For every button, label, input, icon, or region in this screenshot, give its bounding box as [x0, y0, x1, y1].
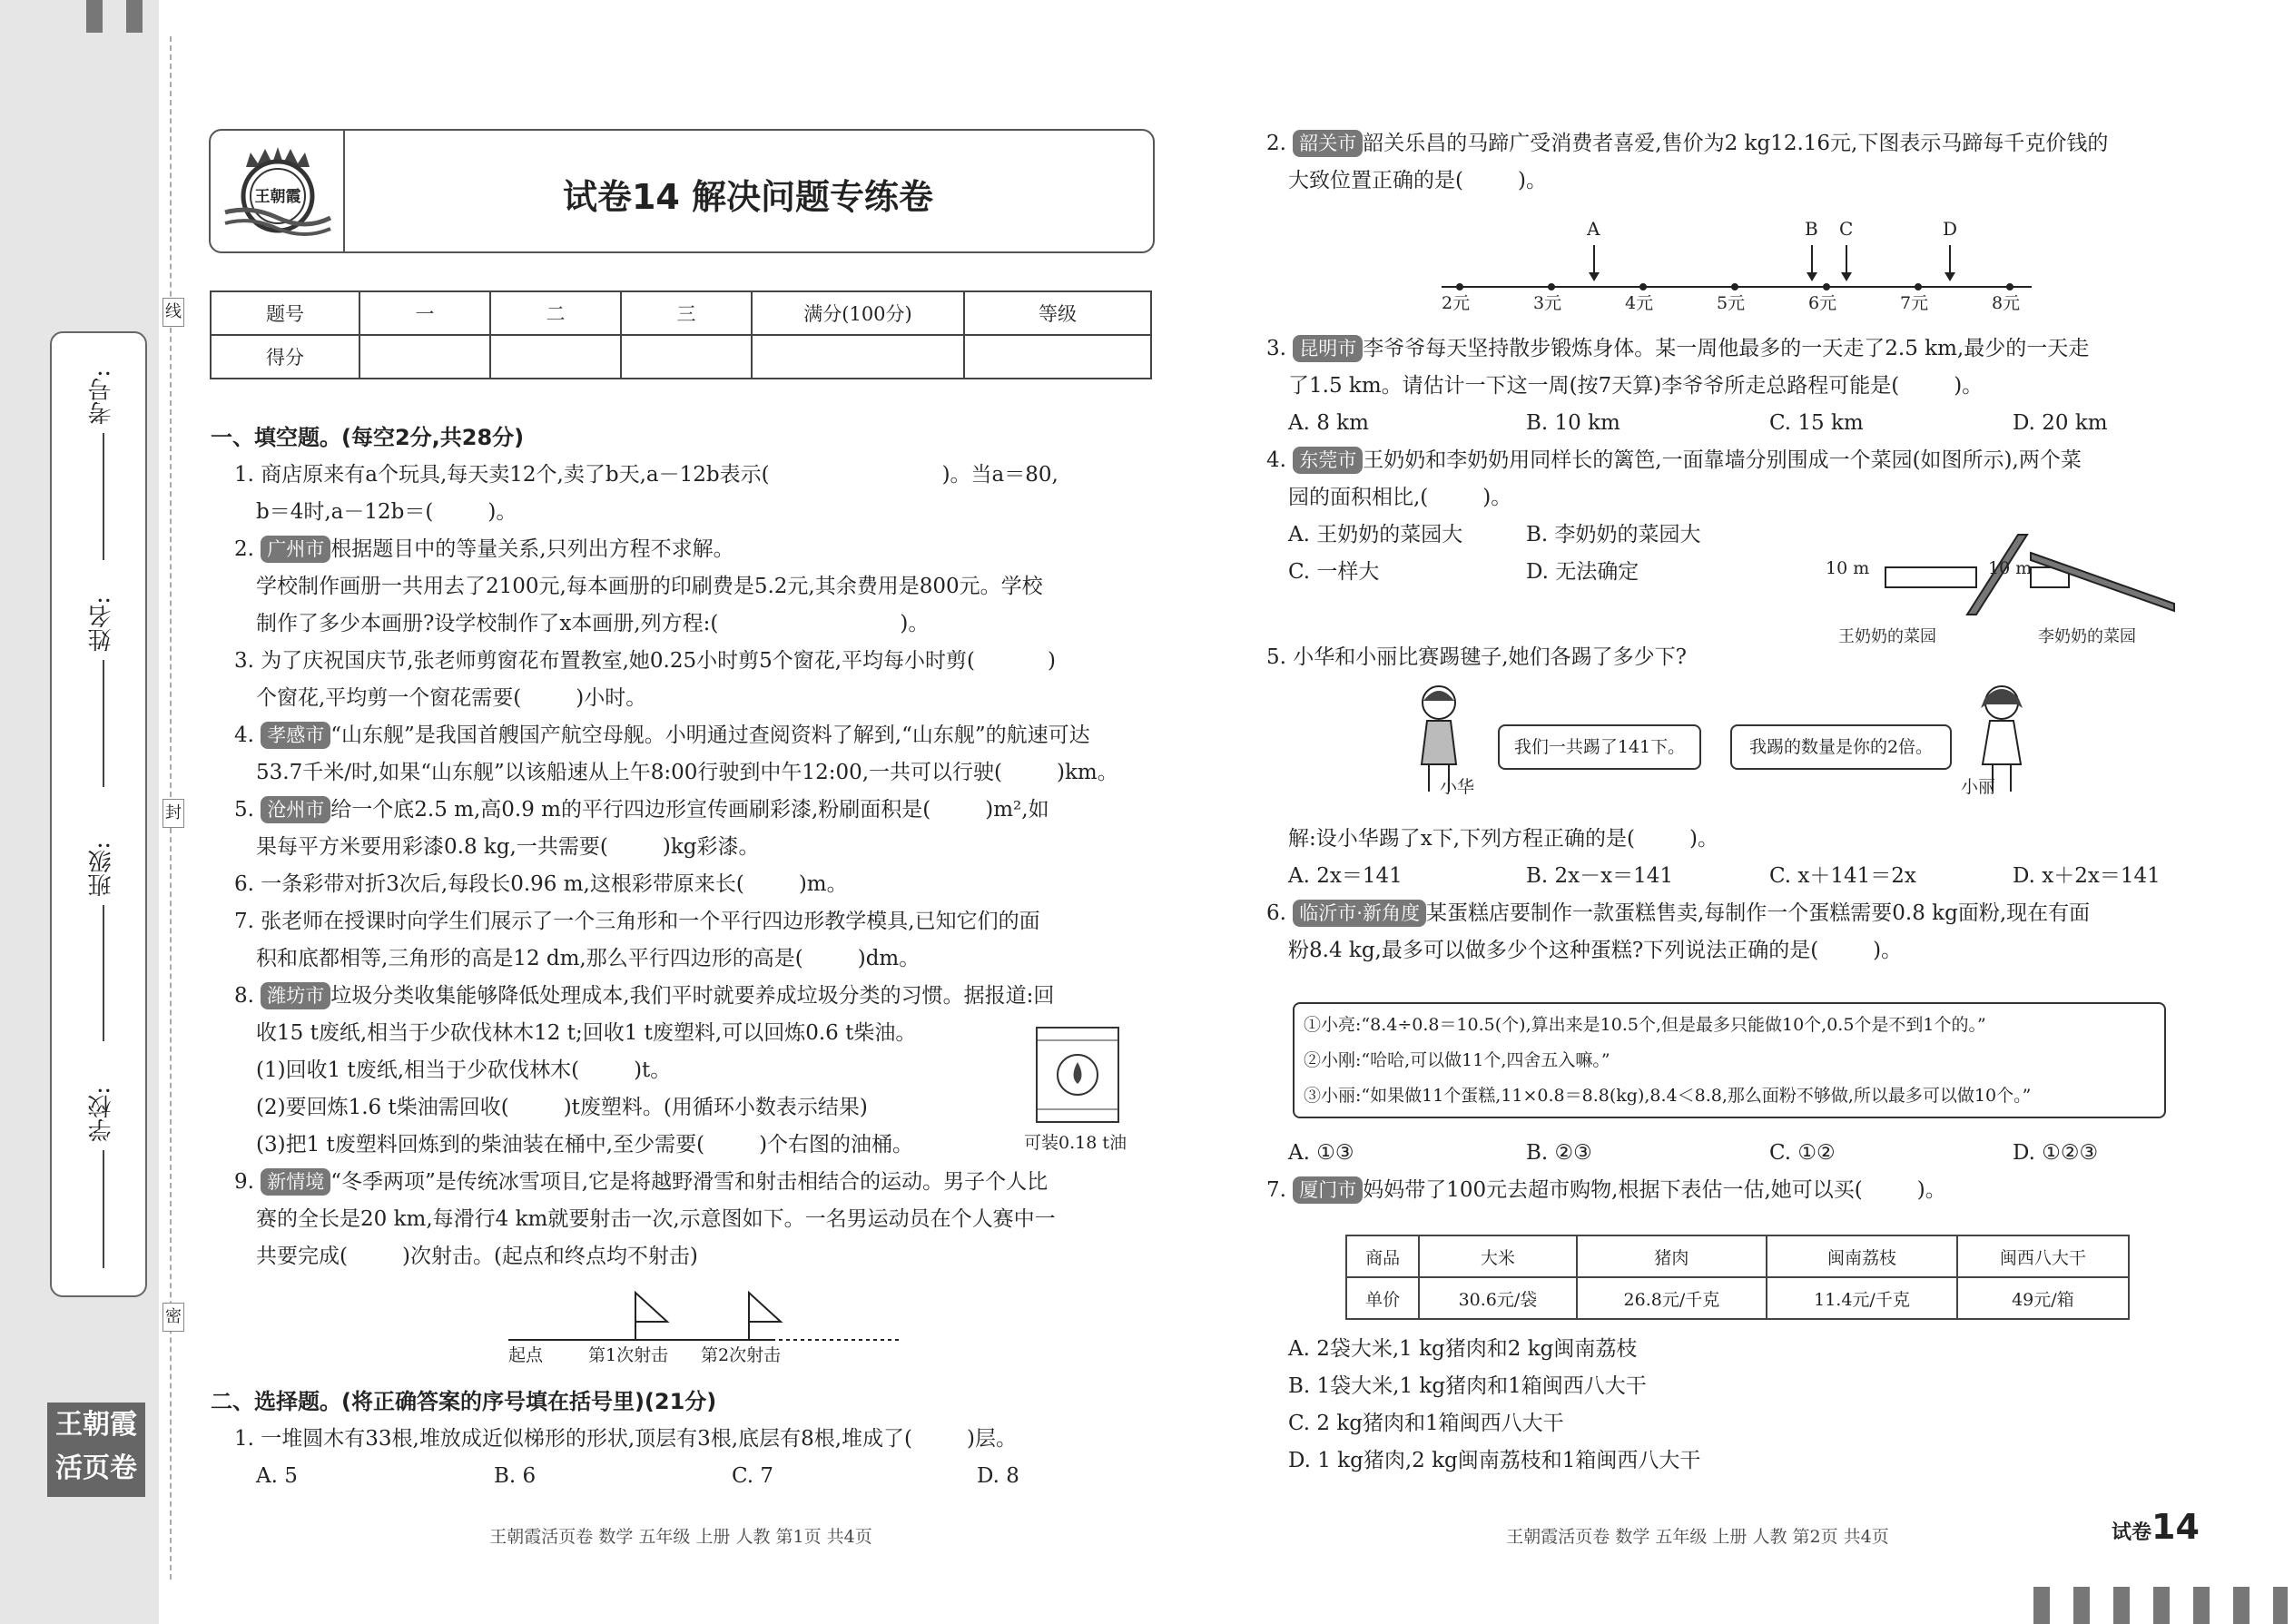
score-cell[interactable]	[490, 335, 621, 379]
tick-label: 4元	[1625, 293, 1654, 313]
text: 垃圾分类收集能够降低处理成本,我们平时就要养成垃圾分类的习惯。据报道:回	[330, 984, 1055, 1008]
logo-text: 王朝霞	[254, 188, 301, 206]
choice-5: 5. 小华和小丽比赛踢毽子,她们各踢了多少下?	[1266, 645, 1687, 669]
text: (2)要回炼1.6 t柴油需回收(	[256, 1096, 509, 1119]
text: 积和底都相等,三角形的高是12 dm,那么平行四边形的高是(	[256, 947, 803, 970]
bubble-2-text: 我踢的数量是你的2倍。	[1748, 737, 1934, 757]
tick-label: 5元	[1717, 293, 1746, 313]
question-9: 9. 新情境 “冬季两项”是传统冰雪项目,它是将越野滑雪和射击相结合的运动。男子个人比	[234, 1170, 1049, 1194]
choice-6: 6. 临沂市·新角度 某蛋糕店要制作一款蛋糕售卖,每制作一个蛋糕需要0.8 kg面粉,现在有面	[1266, 901, 2091, 925]
option[interactable]: D. 8	[977, 1464, 1019, 1488]
text: 粉8.4 kg,最多可以做多少个这种蛋糕?下列说法正确的是(	[1288, 939, 1819, 962]
binding-mark-mi: 密	[162, 1303, 184, 1332]
line-class	[103, 905, 104, 1041]
tick-label: 3元	[1533, 293, 1562, 313]
ski-shot-2: 第2次射击	[701, 1345, 782, 1365]
text: )t。	[634, 1058, 672, 1082]
text: (3)把1 t废塑料回炼到的柴油装在桶中,至少需要(	[256, 1133, 705, 1156]
badge-prefix: 试卷	[2112, 1521, 2152, 1544]
oil-barrel	[1035, 1026, 1121, 1126]
choice-1-options	[211, 1458, 1155, 1495]
left-section-2	[211, 1383, 1155, 1495]
question-9-cont	[211, 1238, 1155, 1275]
text: )dm。	[857, 947, 921, 970]
score-head: 满分(100分)	[752, 291, 964, 335]
text: )。	[1873, 939, 1903, 962]
bubble-2	[1730, 724, 1952, 770]
price-head: 闽西八大干	[1957, 1235, 2129, 1277]
choice-2: 2. 韶关市 韶关乐昌的马蹄广受消费者喜爱,售价为2 kg12.16元,下图表示马蹄每千克价钱的	[1266, 132, 2109, 155]
option[interactable]: A. 2x＝141	[1288, 864, 1403, 888]
price-table	[1345, 1235, 2130, 1320]
choice-3-options	[1266, 405, 2192, 442]
text: )个右图的油桶。	[759, 1133, 914, 1156]
score-cell[interactable]	[359, 335, 490, 379]
text: 1. 商店原来有a个玩具,每天卖12个,卖了b天,a－12b表示(	[234, 463, 770, 487]
text: 韶关乐昌的马蹄广受消费者喜爱,售价为2 kg12.16元,下图表示马蹄每千克价钱的	[1363, 132, 2109, 155]
line-school	[103, 1150, 104, 1268]
option[interactable]: C. 一样大	[1288, 560, 1380, 584]
choice-6-options	[1266, 1135, 2192, 1172]
top-bars	[86, 0, 150, 33]
price-head: 猪肉	[1577, 1235, 1767, 1277]
label-class: 班级:	[88, 842, 115, 897]
question-8-cont: 收15 t废纸,相当于少砍伐林木12 t;回收1 t废塑料,可以回炼0.6 t柴油。	[256, 1021, 917, 1045]
score-cell[interactable]	[752, 335, 964, 379]
brand-logo-side	[47, 1403, 145, 1497]
text: 给一个底2.5 m,高0.9 m的平行四边形宣传画刷彩漆,粉刷面积是(	[330, 798, 931, 822]
bubble-1-text: 我们一共踢了141下。	[1513, 737, 1686, 757]
text: 6. 一条彩带对折3次后,每段长0.96 m,这根彩带原来长(	[234, 872, 744, 896]
section-1-heading: 一、填空题。(每空2分,共28分)	[211, 425, 525, 450]
option[interactable]: D. 1 kg猪肉,2 kg闽南荔枝和1箱闽西八大干	[1288, 1449, 1701, 1472]
choice-2-cont	[1266, 162, 2192, 200]
text: )。	[1689, 827, 1718, 851]
option[interactable]: B. 李奶奶的菜园大	[1526, 523, 1701, 546]
price-cell: 26.8元/千克	[1577, 1277, 1767, 1319]
text: 共要完成(	[256, 1245, 348, 1268]
question-2-cont	[211, 605, 1155, 643]
statement-box	[1293, 1002, 2166, 1118]
footer-left: 王朝霞活页卷 数学 五年级 上册 人教 第1页 共4页	[489, 1527, 872, 1547]
binding-mark-xian: 线	[162, 298, 184, 327]
option[interactable]: B. ②③	[1526, 1141, 1592, 1165]
option[interactable]: A. 8 km	[1288, 411, 1369, 435]
option[interactable]: A. 王奶奶的菜园大	[1288, 523, 1463, 546]
li-dim: 10 m	[1988, 558, 2033, 578]
price-head: 商品	[1346, 1235, 1419, 1277]
choice-5-cont	[1266, 821, 2192, 858]
score-label: 得分	[211, 335, 359, 379]
tick-label: 6元	[1808, 293, 1837, 313]
text: 解:设小华踢了x下,下列方程正确的是(	[1288, 827, 1636, 851]
option[interactable]: B. 2x－x＝141	[1526, 864, 1673, 888]
choice-3: 3. 昆明市 李爷爷每天坚持散步锻炼身体。某一周他最多的一天走了2.5 km,最少的一天走	[1266, 337, 2090, 360]
option[interactable]: C. 2 kg猪肉和1箱闽西八大干	[1288, 1412, 1564, 1435]
text: )次射击。(起点和终点均不射击)	[401, 1245, 698, 1268]
oil-barrel-caption: 可装0.18 t油	[1024, 1133, 1127, 1153]
option[interactable]: C. 15 km	[1769, 411, 1864, 435]
option[interactable]: B. 10 km	[1526, 411, 1620, 435]
question-1	[211, 457, 1155, 494]
price-head: 闽南荔枝	[1767, 1235, 1957, 1277]
choice-1	[211, 1421, 1155, 1458]
option[interactable]: C. 7	[732, 1464, 774, 1488]
question-3-cont	[211, 680, 1155, 717]
mark-b: B	[1805, 218, 1818, 240]
text: 制作了多少本画册?设学校制作了x本画册,列方程:(	[256, 612, 719, 635]
price-cell: 30.6元/袋	[1419, 1277, 1576, 1319]
region-tag: 韶关市	[1293, 130, 1363, 157]
region-tag: 东莞市	[1293, 447, 1363, 474]
option[interactable]: C. ①②	[1769, 1141, 1836, 1165]
page-title: 试卷14 解决问题专练卷	[562, 177, 934, 217]
section-2-heading: 二、选择题。(将正确答案的序号填在括号里)(21分)	[211, 1389, 717, 1414]
question-7: 7. 张老师在授课时向学生们展示了一个三角形和一个平行四边形教学模具,已知它们的面	[234, 910, 1040, 933]
line-exam-no	[103, 433, 104, 560]
tick-label: 2元	[1442, 293, 1471, 313]
score-head: 一	[359, 291, 490, 335]
price-head: 大米	[1419, 1235, 1576, 1277]
option[interactable]: A. 2袋大米,1 kg猪肉和2 kg闽南荔枝	[1288, 1337, 1638, 1361]
text: “冬季两项”是传统冰雪项目,它是将越野滑雪和射击相结合的运动。男子个人比	[330, 1170, 1049, 1194]
choice-4: 4. 东莞市 王奶奶和李奶奶用同样长的篱笆,一面靠墙分别围成一个菜园(如图所示),两个菜	[1266, 448, 2082, 472]
text: 果每平方米要用彩漆0.8 kg,一共需要(	[256, 835, 608, 859]
price-label: 单价	[1346, 1277, 1419, 1319]
question-8-part-1	[211, 1052, 1155, 1089]
text: (1)回收1 t废纸,相当于少砍伐林木(	[256, 1058, 580, 1082]
price-cell: 11.4元/千克	[1767, 1277, 1957, 1319]
li-caption: 李奶奶的菜园	[2038, 627, 2136, 646]
question-4-cont	[211, 754, 1155, 792]
garden-figures	[1820, 531, 2183, 658]
choice-3-cont	[1266, 368, 2192, 405]
page-badge	[2112, 1507, 2200, 1547]
score-head: 题号	[211, 291, 359, 335]
choice-5-options	[1266, 858, 2192, 895]
option[interactable]: C. x＋141＝2x	[1769, 864, 1916, 888]
text: )t废塑料。(用循环小数表示结果)	[563, 1096, 868, 1119]
right-q5-q6	[1266, 821, 2192, 969]
brand-line-1: 王朝霞	[55, 1409, 137, 1441]
text: 根据题目中的等量关系,只列出方程不求解。	[330, 537, 734, 561]
region-tag: 广州市	[261, 536, 330, 563]
choice-4-cont	[1266, 479, 2192, 517]
bubble-1	[1498, 724, 1701, 770]
footer-right: 王朝霞活页卷 数学 五年级 上册 人教 第2页 共4页	[1506, 1527, 1889, 1547]
text: 园的面积相比,(	[1288, 486, 1429, 509]
region-tag: 孝感市	[261, 722, 330, 749]
bottom-bars	[2033, 1587, 2288, 1624]
mark-a: A	[1587, 218, 1600, 240]
label-exam-no: 考号:	[88, 369, 115, 425]
oil-barrel-icon	[1035, 1026, 1121, 1126]
binding-mark-feng: 封	[162, 799, 184, 828]
question-2-cont: 学校制作画册一共用去了2100元,每本画册的印刷费是5.2元,其余费用是800元。学校	[256, 575, 1043, 598]
option[interactable]: A. 5	[256, 1464, 298, 1488]
question-4: 4. 孝感市 “山东舰”是我国首艘国产航空母舰。小明通过查阅资料了解到,“山东舰”的航速可达	[234, 723, 1090, 747]
question-5-cont	[211, 829, 1155, 866]
label-name: 姓名:	[88, 596, 115, 652]
tick-label: 8元	[1992, 293, 2021, 313]
left-column	[211, 419, 1155, 1275]
question-1-cont	[211, 494, 1155, 531]
question-8-part-2	[211, 1089, 1155, 1127]
text: 个窗花,平均剪一个窗花需要(	[256, 686, 522, 710]
option[interactable]: B. 1袋大米,1 kg猪肉和1箱闽西八大干	[1288, 1374, 1647, 1398]
title-box	[209, 129, 1155, 253]
question-8: 8. 潍坊市 垃圾分类收集能够降低处理成本,我们平时就要养成垃圾分类的习惯。据报道:回	[234, 984, 1055, 1008]
line-name	[103, 660, 104, 787]
price-cell: 49元/箱	[1957, 1277, 2129, 1319]
region-tag: 临沂市·新角度	[1293, 900, 1426, 927]
text: )kg彩漆。	[662, 835, 760, 859]
text: )。	[1482, 486, 1512, 509]
text: )。	[1954, 374, 1984, 398]
number-line	[1442, 218, 2041, 318]
question-5: 5. 沧州市 给一个底2.5 m,高0.9 m的平行四边形宣传画刷彩漆,粉刷面积是( )m²,如	[234, 798, 1049, 822]
region-tag: 沧州市	[261, 796, 330, 823]
text: 3. 为了庆祝国庆节,张老师剪窗花布置教室,她0.25小时剪5个窗花,平均每小时剪(	[234, 649, 976, 673]
score-cell[interactable]	[964, 335, 1151, 379]
statement-1: ①小亮:“8.4÷0.8＝10.5(个),算出来是10.5个,但是最多只能做10个,0.5个是不到1个的。”	[1304, 1015, 1986, 1035]
wang-caption: 王奶奶的菜园	[1838, 627, 1936, 646]
text: 了1.5 km。请估计一下这一周(按7天算)李爷爷所走总路程可能是(	[1288, 374, 1900, 398]
wang-dim: 10 m	[1826, 558, 1870, 578]
text: )层。	[967, 1427, 1017, 1451]
option[interactable]: D. x＋2x＝141	[2013, 864, 2161, 888]
kick-scene	[1389, 681, 2079, 808]
ski-track	[508, 1289, 908, 1343]
question-6	[211, 866, 1155, 903]
brand-line-2: 活页卷	[55, 1452, 137, 1484]
text: )m²,如	[985, 798, 1049, 822]
text: )m。	[798, 872, 848, 896]
text: “山东舰”是我国首艘国产航空母舰。小明通过查阅资料了解到,“山东舰”的航速可达	[330, 723, 1090, 747]
student-info-box	[50, 331, 147, 1297]
score-table	[210, 290, 1152, 379]
choice-6-cont	[1266, 932, 2192, 969]
name-xiaohua: 小华	[1440, 777, 1475, 797]
text: )km。	[1057, 761, 1118, 784]
mark-d: D	[1943, 218, 1958, 240]
question-8-part-3	[211, 1127, 1155, 1164]
text: 王奶奶和李奶奶用同样长的篱笆,一面靠墙分别围成一个菜园(如图所示),两个菜	[1363, 448, 2082, 472]
region-tag: 潍坊市	[261, 982, 330, 1009]
choice-7-options	[1288, 1331, 2196, 1480]
text: )。	[900, 612, 930, 635]
text: )。	[487, 500, 517, 524]
text: 李爷爷每天坚持散步锻炼身体。某一周他最多的一天走了2.5 km,最少的一天走	[1363, 337, 2090, 360]
text: )。当a＝80,	[941, 463, 1058, 487]
option[interactable]: A. ①③	[1288, 1141, 1354, 1165]
option[interactable]: D. 无法确定	[1526, 560, 1639, 584]
option[interactable]: B. 6	[494, 1464, 537, 1488]
text: 53.7千米/时,如果“山东舰”以该船速从上午8:00行驶到中午12:00,一共可以行驶(	[256, 761, 1003, 784]
region-tag: 厦门市	[1293, 1176, 1363, 1204]
score-head: 三	[621, 291, 752, 335]
choice-7: 7. 厦门市 妈妈带了100元去超市购物,根据下表估一估,她可以买( )。	[1266, 1178, 1946, 1202]
option[interactable]: D. ①②③	[2013, 1141, 2099, 1165]
region-tag: 昆明市	[1293, 335, 1363, 362]
text: )。	[1916, 1178, 1946, 1202]
text: b＝4时,a－12b＝(	[256, 500, 434, 524]
statement-3: ③小丽:“如果做11个蛋糕,11×0.8＝8.8(kg),8.4＜8.8,那么面粉不够做,所以最多可以做10个。”	[1304, 1086, 2032, 1106]
text: )。	[1517, 169, 1547, 192]
logo-seal	[223, 140, 332, 241]
question-2: 2. 广州市 根据题目中的等量关系,只列出方程不求解。	[234, 537, 734, 561]
text: 某蛋糕店要制作一款蛋糕售卖,每制作一个蛋糕需要0.8 kg面粉,现在有面	[1425, 901, 2091, 925]
score-head: 二	[490, 291, 621, 335]
score-cell[interactable]	[621, 335, 752, 379]
score-head: 等级	[964, 291, 1151, 335]
text: 妈妈带了100元去超市购物,根据下表估一估,她可以买(	[1363, 1178, 1863, 1202]
name-xiaoli: 小丽	[1961, 777, 1996, 797]
text: 1. 一堆圆木有33根,堆放成近似梯形的形状,顶层有3根,底层有8根,堆成了(	[234, 1427, 913, 1451]
ski-start: 起点	[508, 1345, 544, 1365]
right-q2	[1266, 125, 2192, 200]
text: )	[1048, 649, 1056, 673]
option[interactable]: D. 20 km	[2013, 411, 2108, 435]
question-9-cont: 赛的全长是20 km,每滑行4 km就要射击一次,示意图如下。一名男运动员在个人赛中一	[256, 1207, 1056, 1231]
label-school: 学校:	[88, 1087, 115, 1142]
question-7-cont	[211, 940, 1155, 978]
badge-number: 14	[2151, 1507, 2200, 1547]
text: 大致位置正确的是(	[1288, 169, 1463, 192]
right-q6-q7	[1266, 1135, 2192, 1209]
text: )小时。	[576, 686, 647, 710]
mark-c: C	[1839, 218, 1854, 240]
tick-label: 7元	[1900, 293, 1929, 313]
region-tag: 新情境	[261, 1168, 330, 1196]
statement-2: ②小刚:“哈哈,可以做11个,四舍五入嘛。”	[1304, 1050, 1610, 1070]
ski-diagram	[508, 1289, 908, 1371]
ski-shot-1: 第1次射击	[588, 1345, 669, 1365]
question-3	[211, 643, 1155, 680]
